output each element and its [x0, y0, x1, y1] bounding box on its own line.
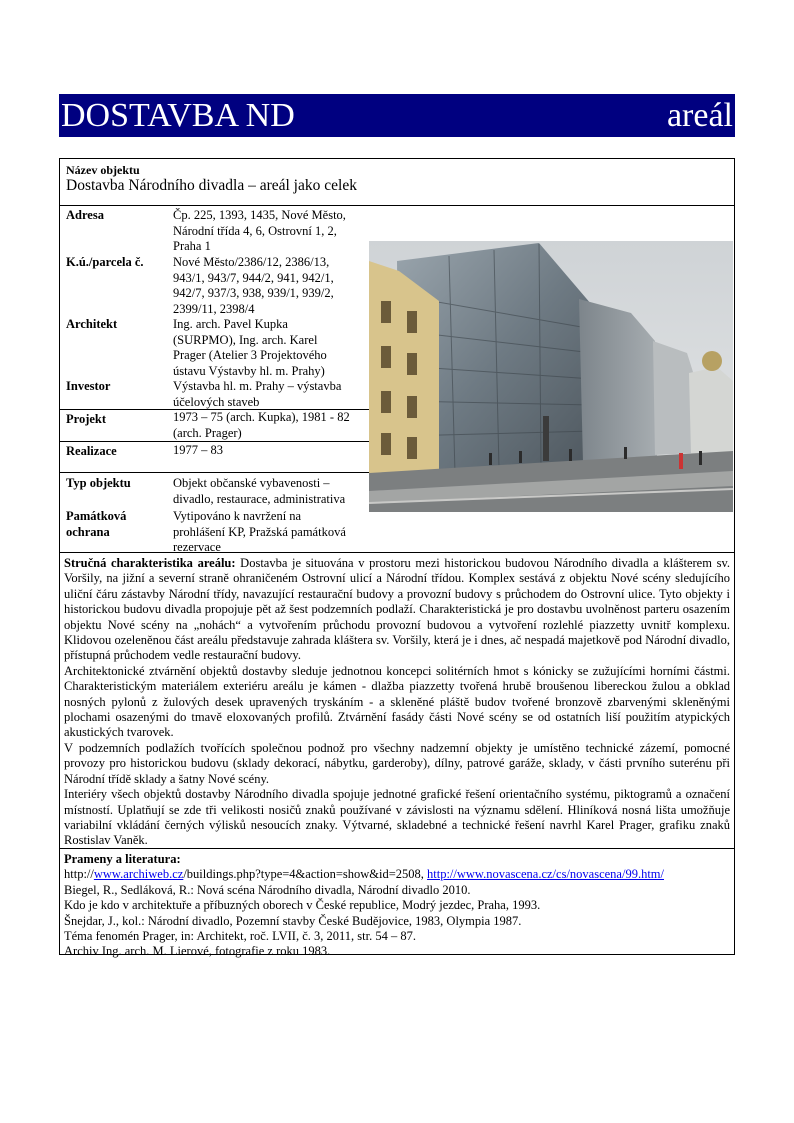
address-line: Národní třída 4, 6, Ostrovní 1, 2, [173, 223, 337, 238]
protection-line: prohlášení KP, Pražská památková [173, 524, 346, 539]
description-paragraph: Architektonické ztvárnění objektů dostavby sleduje jednotnou koncepci solitérních hmot s kónicky se zužujícími horními částmi. Charakteristickým materiálem exteriéru areálu je kámen - dlažba piazzetty tvořená hrubě broušenou libereckou žulou a obklad nosných pylonů z žulových desek upravených tryskáním - a skleněné pláště budov tvořené bronzově zbarvenými skleněnými plochami osazenými do tmavě eloxovaných profilů. Ztvárnění fasády části Nové scény se od ostatních liší použitím atypických akustických tvarovek. [64, 663, 730, 740]
object-name-label: Název objektu [66, 163, 140, 177]
investor-value [173, 379, 369, 410]
divider [60, 472, 369, 473]
architect-line: Ing. arch. Pavel Kupka [173, 317, 288, 331]
architect-line: (SURPMO), Ing. arch. Karel [173, 332, 318, 347]
investor-line: účelových staveb [173, 394, 260, 409]
record-sheet [59, 158, 735, 959]
source-item: Biegel, R., Sedláková, R.: Nová scéna Národního divadla, Národní divadlo 2010. [64, 882, 471, 897]
address-line: Čp. 225, 1393, 1435, Nové Město, [173, 208, 346, 222]
address-value [173, 208, 369, 255]
realization-label: Realizace [66, 444, 117, 458]
protection-line: rezervace [173, 540, 221, 554]
parcel-line: 2399/11, 2398/4 [173, 301, 255, 316]
description-lead: Stručná charakteristika areálu: [64, 556, 236, 570]
investor-line: Výstavba hl. m. Prahy – výstavba [173, 379, 342, 393]
protection-value [173, 509, 369, 556]
realization-line: 1977 – 83 [173, 443, 223, 457]
description-paragraph: V podzemních podlažích tvořících společnou podnož pro všechny nadzemní objekty je umístěno technické zázemí, pomocné provozy pro historickou budovu (sklady dekorací, nábytku, garderoby), dílny, patrové garáže, sklady, v části prvního suterénu při Národní třídě sklady a šatny Nové scény. [64, 740, 730, 786]
novascena-link[interactable]: http://www.novascena.cz/cs/novascena/99.htm/ [427, 867, 664, 882]
realization-value [173, 443, 369, 459]
building-photo [369, 241, 733, 512]
protection-label-line: ochrana [66, 524, 110, 539]
description [64, 556, 730, 849]
page-title: DOSTAVBA ND [61, 97, 295, 134]
parcel-line: 943/1, 943/7, 944/2, 941, 942/1, [173, 270, 334, 285]
architect-label: Architekt [66, 317, 118, 331]
architect-line: ústavu Výstavby hl. m. Prahy) [173, 363, 325, 378]
parcel-line: Nové Město/2386/12, 2386/13, [173, 255, 330, 269]
sources [64, 852, 730, 960]
description-paragraph [64, 556, 730, 664]
type-line: divadlo, restaurace, administrativa [173, 491, 346, 506]
link-rest: /buildings.php?type=4&action=show&id=2508, [183, 867, 428, 882]
architect-line: Prager (Atelier 3 Projektového [173, 348, 327, 362]
divider [60, 552, 734, 553]
sources-heading: Prameny a literatura: [64, 852, 181, 866]
type-line: Objekt občanské vybavenosti – [173, 476, 330, 490]
protection-label-line: Památková [66, 509, 127, 523]
project-line: 1973 – 75 (arch. Kupka), 1981 - 82 [173, 410, 350, 424]
address-label: Adresa [66, 208, 104, 222]
architect-value [173, 317, 369, 379]
project-value [173, 410, 369, 441]
parcel-label: K.ú./parcela č. [66, 255, 144, 269]
address-line: Praha 1 [173, 239, 211, 253]
divider [60, 205, 734, 206]
protection-line: Vytipováno k navržení na [173, 509, 302, 523]
description-text: Dostavba je situována v prostoru mezi historickou budovou Národního divadla a klášterem sv. Voršily, na jižní a severní straně ohraničeném Ostrovní ulicí a Národní třídou. Komplex sestává z objektu Nové scény sledujícího uliční čáru zástavby Národní třídy, navazující restaurační budovy a provozní budovy s průchodem do Ostrovní ulice. Tyto objekty i historickou budovu divadla propojuje pět až šest podzemních podlaží. Charakteristická je pro dostavbu uvolněnost parteru osazením objektu Nové scény na „nohách“ a vytvořením průchodu provozní budovou a vytvoření rozlehlé piazzetty uvnitř komplexu. Klidovou ozeleněnou část areálu představuje zahrada kláštera sv. Voršily, která je i dnes, ač nespadá majetkově pod Národní divadlo, přístupná průchodem vedle restaurační budovy. [64, 556, 731, 663]
source-item: Kdo je kdo v architektuře a příbuzných oborech v České republice, Modrý jezdec, Praha, 1993. [64, 898, 541, 913]
link-prefix: http:// [64, 867, 94, 882]
object-name: Dostavba Národního divadla – areál jako celek [66, 177, 357, 194]
divider [60, 441, 369, 442]
source-item: Šnejdar, J., kol.: Národní divadlo, Pozemní stavby České Budějovice, 1983, Olympia 1987. [64, 913, 522, 928]
parcel-value [173, 255, 369, 317]
project-label: Projekt [66, 412, 107, 426]
page-category: areál [666, 97, 733, 134]
divider [60, 848, 734, 849]
title-banner [59, 94, 735, 137]
project-line: (arch. Prager) [173, 425, 242, 440]
description-paragraph: Interiéry všech objektů dostavby Národního divadla spojuje jednotné grafické řešení orientačního systému, piktogramů a označení místností. Uplatňují se zde tři velikosti nosičů znaků používané v závislosti na významu sdělení. Hliníková nosná lišta umožňuje variabilní vkládání černých výlisků nesoucích znaky. Výtvarné, skladebné a technické řešení navrhl Karel Prager, grafiku znaků Rostislav Vaněk. [64, 787, 730, 848]
parcel-line: 942/7, 937/3, 938, 939/1, 939/2, [173, 286, 334, 300]
archiweb-link[interactable]: www.archiweb.cz [93, 867, 184, 882]
type-value [173, 476, 369, 507]
investor-label: Investor [66, 379, 111, 393]
source-item: Téma fenomén Prager, in: Architekt, roč. LVII, č. 3, 2011, str. 54 – 87. [64, 929, 416, 944]
source-item: Archiv Ing. arch. M. Lierové, fotografie z roku 1983. [64, 944, 331, 959]
protection-label [66, 509, 126, 540]
type-label: Typ objektu [66, 476, 131, 490]
sources-links [64, 867, 730, 882]
